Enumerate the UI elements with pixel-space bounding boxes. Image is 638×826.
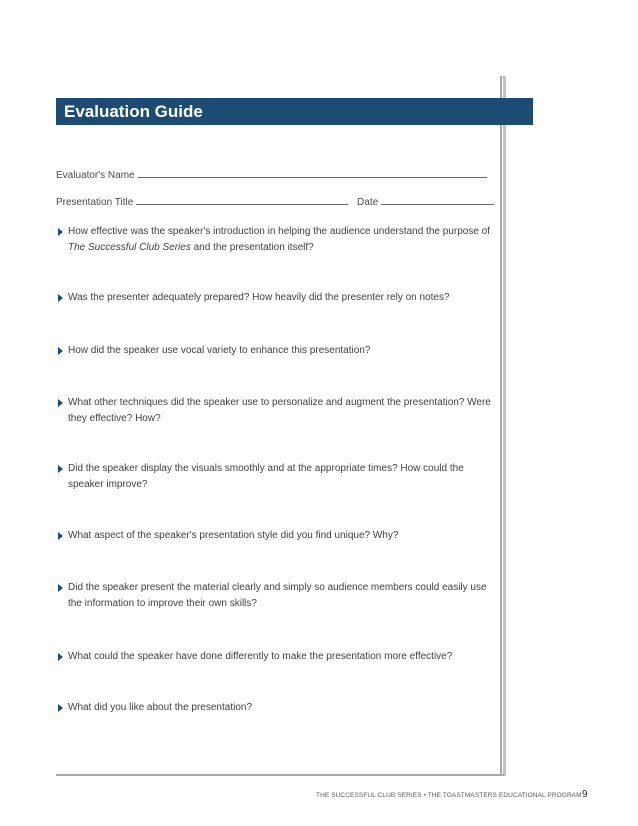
triangle-bullet-icon <box>58 704 63 712</box>
question-item <box>58 580 498 612</box>
question-text: Did the speaker present the material clearly and simply so audience members could easily use the information to improve their own skills? <box>68 582 487 609</box>
presentation-title-blank[interactable] <box>136 195 348 205</box>
question-item <box>58 343 498 359</box>
triangle-bullet-icon <box>58 399 63 407</box>
question-text: What other techniques did the speaker use to personalize and augment the presentation? Were they effective? How? <box>68 397 491 424</box>
right-margin-rule <box>500 76 506 776</box>
triangle-bullet-icon <box>58 228 63 236</box>
triangle-bullet-icon <box>58 294 63 302</box>
date-blank[interactable] <box>381 195 494 205</box>
question-text: How effective was the speaker's introduction in helping the audience understand the purpose of <box>68 226 490 237</box>
question-text: What aspect of the speaker's presentation style did you find unique? Why? <box>68 530 399 541</box>
presentation-title-field[interactable] <box>56 195 494 208</box>
question-item <box>58 649 498 665</box>
footer-series-text: THE SUCCESSFUL CLUB SERIES • THE TOASTMASTERS EDUCATIONAL PROGRAM <box>316 792 582 799</box>
evaluator-name-blank[interactable] <box>138 168 487 178</box>
question-item <box>58 224 498 256</box>
question-item <box>58 395 498 427</box>
evaluator-name-field[interactable] <box>56 168 487 181</box>
triangle-bullet-icon <box>58 653 63 661</box>
triangle-bullet-icon <box>58 584 63 592</box>
question-text: Was the presenter adequately prepared? How heavily did the presenter rely on notes? <box>68 292 450 303</box>
question-text: What did you like about the presentation? <box>68 702 253 713</box>
bottom-rule <box>56 774 504 776</box>
section-header <box>56 98 533 125</box>
question-item <box>58 290 498 306</box>
triangle-bullet-icon <box>58 465 63 473</box>
triangle-bullet-icon <box>58 347 63 355</box>
page-title: Evaluation Guide <box>64 101 203 121</box>
question-text: Did the speaker display the visuals smoothly and at the appropriate times? How could the speaker improve? <box>68 463 464 490</box>
presentation-title-label: Presentation Title <box>56 197 134 208</box>
question-item <box>58 528 498 544</box>
evaluator-name-label: Evaluator's Name <box>56 170 135 181</box>
question-italic-title: The Successful Club Series <box>68 242 191 253</box>
question-item <box>58 700 498 716</box>
page-number: 9 <box>582 789 588 800</box>
question-text: How did the speaker use vocal variety to enhance this presentation? <box>68 345 371 356</box>
question-item <box>58 461 498 493</box>
question-text: and the presentation itself? <box>190 242 314 253</box>
date-label: Date <box>357 197 379 208</box>
question-text: What could the speaker have done differently to make the presentation more effective? <box>68 651 453 662</box>
triangle-bullet-icon <box>58 532 63 540</box>
